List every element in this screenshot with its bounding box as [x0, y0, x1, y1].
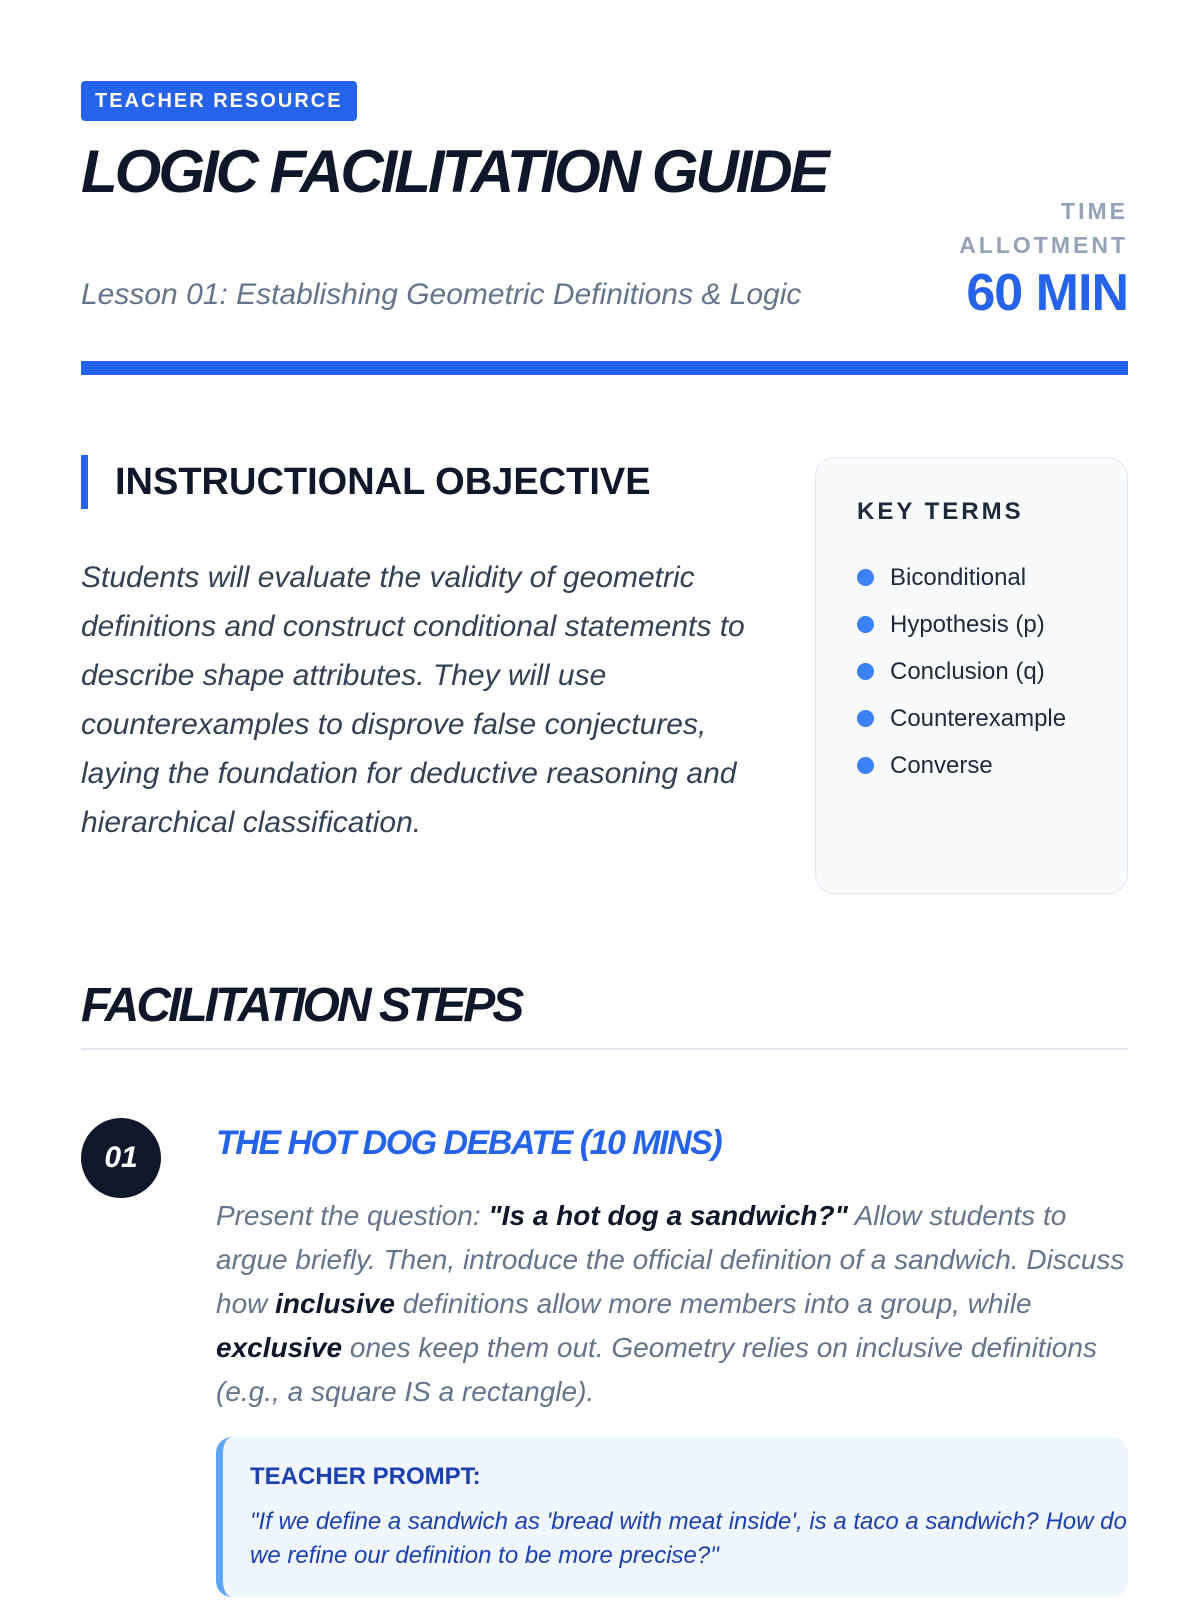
- step-text: definitions allow more members into a group, while: [395, 1288, 1032, 1319]
- teacher-prompt-label: TEACHER PROMPT:: [250, 1463, 481, 1490]
- step-text: Allow students to argue briefly. Then, introduce the official definition of a sandwich. Discuss how: [216, 1200, 1125, 1319]
- key-terms-title: KEY TERMS: [857, 498, 1024, 525]
- page-title: LOGIC FACILITATION GUIDE: [81, 138, 827, 205]
- key-term-item: [857, 695, 1127, 742]
- key-term-label: Biconditional: [890, 563, 1027, 591]
- key-term-item: [857, 554, 1127, 601]
- objective-heading: INSTRUCTIONAL OBJECTIVE: [81, 455, 651, 509]
- key-term-item: [857, 601, 1127, 648]
- time-allotment-value: 60 MIN: [966, 264, 1128, 322]
- bullet-dot-icon: [857, 663, 874, 680]
- lesson-subtitle: Lesson 01: Establishing Geometric Definitions & Logic: [81, 278, 802, 311]
- key-terms-card: [815, 457, 1128, 894]
- key-term-label: Hypothesis (p): [890, 610, 1045, 638]
- key-term-item: [857, 648, 1127, 695]
- bullet-dot-icon: [857, 616, 874, 633]
- key-term-label: Conclusion (q): [890, 657, 1045, 685]
- step-number-badge: 01: [81, 1118, 161, 1198]
- step-title: THE HOT DOG DEBATE (10 MINS): [216, 1124, 722, 1162]
- step-text-bold: inclusive: [275, 1288, 395, 1319]
- bullet-dot-icon: [857, 710, 874, 727]
- objective-text: Students will evaluate the validity of geometric definitions and construct conditional statements to describe shape attributes. They will use counterexamples to disprove false conjectures, laying the foundation for deductive reasoning and hierarchical classification.: [81, 561, 745, 839]
- step-text-bold: "Is a hot dog a sandwich?": [488, 1200, 848, 1231]
- header-divider: [81, 361, 1128, 375]
- teacher-guide-page: [81, 0, 1128, 1600]
- key-term-label: Converse: [890, 751, 993, 779]
- teacher-prompt-text: "If we define a sandwich as 'bread with meat inside', is a taco a sandwich? How do we refine our definition to be more precise?": [250, 1508, 1127, 1569]
- time-allotment-label: TIME ALLOTMENT: [959, 198, 1128, 258]
- bullet-dot-icon: [857, 757, 874, 774]
- step-text-bold: exclusive: [216, 1332, 343, 1363]
- step-text: Present the question:: [216, 1200, 489, 1231]
- key-term-item: [857, 742, 1127, 789]
- facilitation-steps-heading: FACILITATION STEPS: [81, 979, 522, 1032]
- bullet-dot-icon: [857, 569, 874, 586]
- key-term-label: Counterexample: [890, 704, 1067, 732]
- teacher-prompt-callout: [216, 1437, 1128, 1597]
- step-text: ones keep them out. Geometry relies on inclusive definitions (e.g., a square IS a rectangle).: [216, 1332, 1097, 1407]
- step-description: [216, 1194, 1128, 1414]
- teacher-resource-badge: TEACHER RESOURCE: [81, 81, 357, 121]
- steps-divider: [81, 1048, 1128, 1050]
- key-terms-list: [857, 554, 1127, 789]
